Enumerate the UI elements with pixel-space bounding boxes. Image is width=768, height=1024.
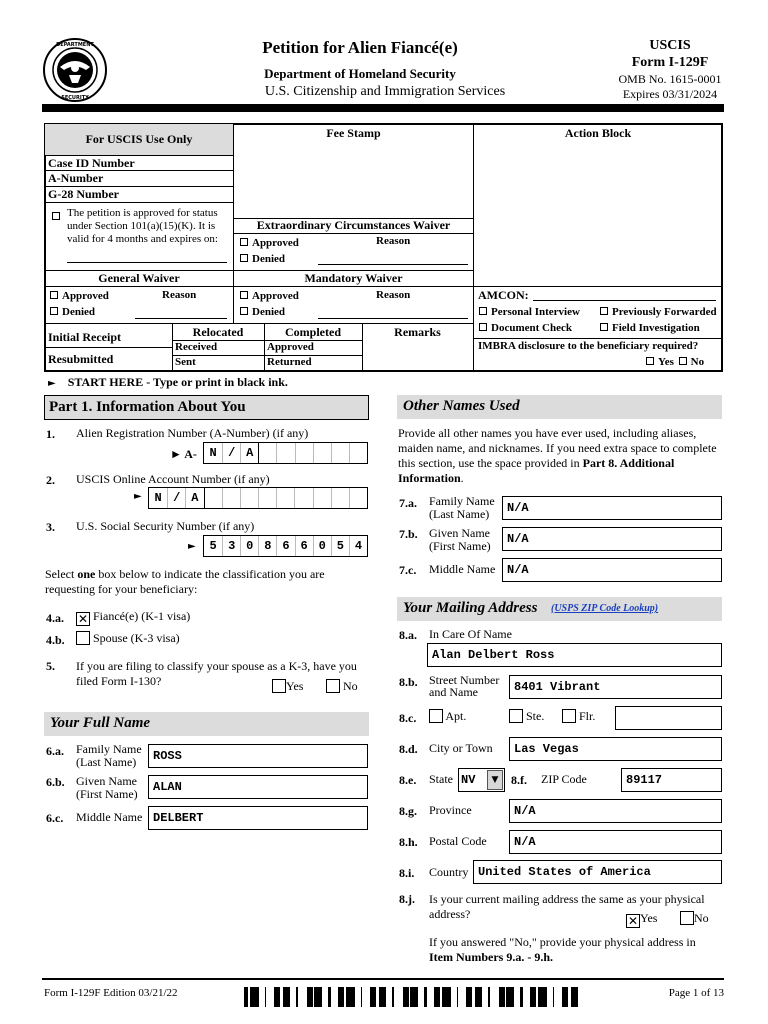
online-account-digit bbox=[258, 488, 276, 508]
form-title: Petition for Alien Fiancé(e) bbox=[262, 38, 458, 57]
mailing-address-header bbox=[397, 597, 722, 621]
mandatory-waiver-label: Mandatory Waiver bbox=[304, 271, 403, 285]
i130-yes-checkbox[interactable] bbox=[272, 679, 286, 693]
q7c-number: 7.c. bbox=[399, 563, 417, 577]
q3-arrow-icon: ► bbox=[188, 541, 196, 552]
previously-forwarded-checkbox[interactable] bbox=[600, 307, 608, 315]
a-number-digit: N bbox=[209, 446, 217, 460]
ssn-digit: 5 bbox=[209, 539, 217, 553]
q4a-number: 4.a. bbox=[46, 611, 64, 625]
apt-checkbox[interactable] bbox=[429, 709, 443, 723]
q8e-number: 8.e. bbox=[399, 773, 417, 787]
apt-label: Apt. bbox=[445, 709, 467, 723]
for-uscis-use-only: For USCIS Use Only bbox=[85, 132, 193, 146]
document-check-checkbox[interactable] bbox=[479, 323, 487, 331]
same-address-yes-label: Yes bbox=[640, 911, 658, 925]
ecw-reason-label: Reason bbox=[376, 235, 411, 247]
start-here-instruction: ► START HERE - Type or print in black ink. bbox=[48, 375, 288, 389]
ssn-digit: 0 bbox=[313, 536, 331, 556]
q4b-number: 4.b. bbox=[46, 633, 65, 647]
online-account-digit: / bbox=[167, 488, 185, 508]
svg-text:SECURITY: SECURITY bbox=[61, 95, 89, 101]
state-value: NV bbox=[461, 773, 476, 787]
state-select[interactable] bbox=[458, 768, 505, 792]
q8j-label: Is your current mailing address the same as your physical address? bbox=[429, 892, 705, 921]
postal-code-field[interactable]: N/A bbox=[509, 830, 722, 854]
q8f-label: ZIP Code bbox=[541, 772, 587, 786]
same-address-yes-checkbox[interactable]: ✕ bbox=[627, 914, 639, 928]
general-waiver-label: General Waiver bbox=[98, 271, 180, 285]
q6b-label: Given Name (First Name) bbox=[76, 774, 138, 801]
sent-label: Sent bbox=[175, 356, 196, 368]
q7c-label: Middle Name bbox=[429, 562, 496, 576]
department-name: Department of Homeland Security bbox=[264, 66, 456, 81]
a-number-digit bbox=[349, 443, 367, 463]
q8f-number: 8.f. bbox=[511, 773, 527, 787]
received-label: Received bbox=[175, 341, 218, 353]
q6c-label: Middle Name bbox=[76, 810, 143, 824]
a-number-prefix: ► A- bbox=[170, 447, 197, 461]
part1-title: Part 1. Information About You bbox=[49, 399, 246, 415]
k1-visa-checkbox[interactable]: ✕ bbox=[77, 612, 89, 626]
action-block-label: Action Block bbox=[564, 126, 632, 140]
imbra-no-checkbox[interactable] bbox=[679, 357, 687, 365]
ecw-denied-label: Denied bbox=[252, 253, 285, 265]
ecw-approved-checkbox[interactable] bbox=[240, 238, 248, 246]
unit-number-field[interactable] bbox=[615, 706, 722, 730]
full-name-header bbox=[44, 712, 369, 736]
q5-label: If you are filing to classify your spouse as a K-3, have you filed Form I-130? bbox=[76, 659, 357, 688]
q1-number: 1. bbox=[46, 427, 55, 441]
street-field[interactable]: 8401 Vibrant bbox=[509, 675, 722, 699]
q8i-number: 8.i. bbox=[399, 866, 415, 880]
q8b-label: Street Number and Name bbox=[429, 673, 500, 699]
online-account-digit bbox=[349, 488, 367, 508]
same-address-no-label: No bbox=[694, 911, 709, 925]
in-care-of-field[interactable]: Alan Delbert Ross bbox=[427, 643, 722, 667]
q8i-label: Country bbox=[429, 865, 469, 879]
k3-visa-checkbox[interactable] bbox=[76, 631, 90, 645]
gw-approved-checkbox[interactable] bbox=[50, 291, 58, 299]
mailing-address-title: Your Mailing Address bbox=[403, 600, 538, 616]
barcode-image bbox=[244, 987, 578, 1007]
ecw-label: Extraordinary Circumstances Waiver bbox=[256, 218, 451, 232]
i130-no-checkbox[interactable] bbox=[326, 679, 340, 693]
i130-yes-label: Yes bbox=[286, 679, 304, 693]
online-account-digit: A bbox=[185, 488, 203, 508]
q7b-number: 7.b. bbox=[399, 527, 418, 541]
q1-label: Alien Registration Number (A-Number) (if any) bbox=[76, 426, 309, 440]
svg-text:DEPARTMENT: DEPARTMENT bbox=[56, 42, 94, 48]
online-account-digit bbox=[222, 488, 240, 508]
a-number-digit: A bbox=[240, 443, 258, 463]
ste-label: Ste. bbox=[526, 709, 545, 723]
q2-number: 2. bbox=[46, 473, 55, 487]
online-account-digit bbox=[331, 488, 349, 508]
mw-denied-label: Denied bbox=[252, 306, 285, 318]
footer-rule bbox=[42, 978, 724, 980]
q8d-label: City or Town bbox=[429, 741, 493, 755]
q5-number: 5. bbox=[46, 659, 55, 673]
personal-interview-checkbox[interactable] bbox=[479, 307, 487, 315]
online-account-field[interactable] bbox=[148, 487, 368, 509]
mw-approved-label: Approved bbox=[252, 290, 299, 302]
ssn-digit: 6 bbox=[295, 536, 313, 556]
k1-visa-label: Fiancé(e) (K-1 visa) bbox=[93, 609, 191, 623]
imbra-no-label: No bbox=[690, 356, 705, 368]
q8b-number: 8.b. bbox=[399, 675, 418, 689]
q8c-number: 8.c. bbox=[399, 711, 417, 725]
other-names-title: Other Names Used bbox=[403, 398, 520, 414]
q8j-number: 8.j. bbox=[399, 892, 415, 906]
family-name-field[interactable]: ROSS bbox=[148, 744, 368, 768]
imbra-yes-checkbox[interactable] bbox=[646, 357, 654, 365]
given-name-field[interactable]: ALAN bbox=[148, 775, 368, 799]
mw-reason-label: Reason bbox=[376, 289, 411, 301]
q8h-number: 8.h. bbox=[399, 835, 418, 849]
ssn-digit: 3 bbox=[222, 536, 240, 556]
personal-interview-label: Personal Interview bbox=[491, 306, 580, 318]
q3-number: 3. bbox=[46, 520, 55, 534]
fee-stamp-label: Fee Stamp bbox=[326, 126, 381, 140]
other-family-name-field[interactable]: N/A bbox=[502, 496, 722, 520]
gw-denied-label: Denied bbox=[62, 306, 95, 318]
q8g-label: Province bbox=[429, 803, 472, 817]
q6a-label: Family Name (Last Name) bbox=[76, 742, 142, 769]
other-names-header bbox=[397, 395, 722, 419]
a-number-label: A-Number bbox=[48, 171, 104, 185]
mw-denied-checkbox[interactable] bbox=[240, 307, 248, 315]
flr-label: Flr. bbox=[579, 709, 596, 723]
a-number-digit bbox=[295, 443, 313, 463]
city-field[interactable]: Las Vegas bbox=[509, 737, 722, 761]
i130-no-label: No bbox=[343, 679, 358, 693]
k3-visa-label: Spouse (K-3 visa) bbox=[93, 631, 180, 645]
relocated-label: Relocated bbox=[192, 325, 244, 339]
full-name-title: Your Full Name bbox=[50, 715, 151, 731]
form-number: Form I-129F bbox=[631, 55, 709, 70]
q8g-number: 8.g. bbox=[399, 804, 417, 818]
header-rule bbox=[42, 104, 724, 112]
completed-label: Completed bbox=[285, 325, 341, 339]
q8h-label: Postal Code bbox=[429, 834, 487, 848]
a-number-field[interactable] bbox=[203, 442, 368, 464]
q7a-label: Family Name (Last Name) bbox=[429, 494, 495, 521]
other-middle-name-field[interactable]: N/A bbox=[502, 558, 722, 582]
dhs-seal bbox=[42, 37, 108, 103]
q2-arrow-icon: ► bbox=[134, 491, 142, 502]
online-account-digit bbox=[240, 488, 258, 508]
approved-status-checkbox[interactable] bbox=[52, 212, 60, 220]
q3-label: U.S. Social Security Number (if any) bbox=[76, 519, 255, 533]
q6b-number: 6.b. bbox=[46, 775, 65, 789]
zip-code-field[interactable]: 89117 bbox=[621, 768, 722, 792]
q8a-number: 8.a. bbox=[399, 628, 417, 642]
a-number-digit bbox=[258, 443, 276, 463]
chevron-down-icon[interactable]: ▼ bbox=[487, 770, 503, 790]
middle-name-field[interactable]: DELBERT bbox=[148, 806, 368, 830]
returned-label: Returned bbox=[267, 356, 312, 368]
q2-label: USCIS Online Account Number (if any) bbox=[76, 472, 270, 486]
gw-reason-label: Reason bbox=[162, 289, 197, 301]
country-field[interactable]: United States of America bbox=[473, 860, 722, 884]
gw-approved-label: Approved bbox=[62, 290, 109, 302]
flr-checkbox[interactable] bbox=[562, 709, 576, 723]
q8d-number: 8.d. bbox=[399, 742, 418, 756]
q7a-number: 7.a. bbox=[399, 496, 417, 510]
province-field[interactable]: N/A bbox=[509, 799, 722, 823]
agency-name: U.S. Citizenship and Immigration Services bbox=[264, 84, 506, 99]
physical-address-note: If you answered "No," provide your physical address in Item Numbers 9.a. - 9.h. bbox=[429, 935, 696, 964]
usps-zip-lookup-link[interactable]: (USPS ZIP Code Lookup) bbox=[551, 603, 659, 614]
q7b-label: Given Name (First Name) bbox=[429, 526, 491, 553]
field-investigation-checkbox[interactable] bbox=[600, 323, 608, 331]
a-number-digit: / bbox=[222, 443, 240, 463]
page-number: Page 1 of 13 bbox=[668, 987, 724, 999]
ecw-denied-checkbox[interactable] bbox=[240, 254, 248, 262]
field-investigation-label: Field Investigation bbox=[612, 322, 700, 334]
g28-label: G-28 Number bbox=[48, 187, 119, 201]
classification-instruction: Select one box below to indicate the classification you are requesting for your beneficiary: bbox=[45, 567, 325, 596]
q6a-number: 6.a. bbox=[46, 744, 64, 758]
gw-denied-checkbox[interactable] bbox=[50, 307, 58, 315]
online-account-digit: N bbox=[154, 491, 162, 505]
online-account-digit bbox=[294, 488, 312, 508]
online-account-digit bbox=[276, 488, 294, 508]
mw-approved-checkbox[interactable] bbox=[240, 291, 248, 299]
ssn-field[interactable] bbox=[203, 535, 368, 557]
ssn-digit: 4 bbox=[349, 536, 367, 556]
imbra-label: IMBRA disclosure to the beneficiary required? bbox=[478, 340, 699, 352]
ssn-digit: 0 bbox=[240, 536, 258, 556]
resubmitted-label: Resubmitted bbox=[48, 352, 114, 366]
previously-forwarded-label: Previously Forwarded bbox=[612, 306, 717, 318]
rel-approved-label: Approved bbox=[267, 341, 314, 353]
approved-status-text: The petition is approved for status under Section 101(a)(15)(K). It is valid for 4 months and expires on: bbox=[67, 207, 218, 245]
a-number-digit bbox=[276, 443, 294, 463]
omb-number: OMB No. 1615-0001 bbox=[618, 72, 722, 86]
ecw-approved-label: Approved bbox=[252, 237, 299, 249]
ssn-digit: 6 bbox=[276, 536, 294, 556]
a-number-digit bbox=[313, 443, 331, 463]
ssn-digit: 8 bbox=[258, 536, 276, 556]
a-number-digit bbox=[331, 443, 349, 463]
edition-label: Form I-129F Edition 03/21/22 bbox=[44, 987, 178, 999]
online-account-digit bbox=[204, 488, 222, 508]
other-names-intro: Provide all other names you have ever used, including aliases, maiden name, and nicknames. If you need extra space to complete this section, use the space provided in Part 8. Additional Information. bbox=[398, 426, 717, 485]
amcon-label: AMCON: bbox=[478, 288, 529, 302]
imbra-yes-label: Yes bbox=[658, 356, 674, 368]
ste-checkbox[interactable] bbox=[509, 709, 523, 723]
remarks-label: Remarks bbox=[394, 325, 441, 339]
online-account-digit bbox=[313, 488, 331, 508]
expiration-date: Expires 03/31/2024 bbox=[622, 87, 718, 101]
initial-receipt-label: Initial Receipt bbox=[48, 330, 121, 344]
document-check-label: Document Check bbox=[491, 322, 572, 334]
q8e-label: State bbox=[429, 772, 453, 786]
q8a-label: In Care Of Name bbox=[429, 627, 512, 641]
q6c-number: 6.c. bbox=[46, 811, 64, 825]
same-address-no-checkbox[interactable] bbox=[680, 911, 694, 925]
part1-header bbox=[44, 395, 369, 420]
ssn-digit: 5 bbox=[331, 536, 349, 556]
other-given-name-field[interactable]: N/A bbox=[502, 527, 722, 551]
uscis-label: USCIS bbox=[649, 38, 691, 53]
case-id-label: Case ID Number bbox=[48, 156, 135, 170]
